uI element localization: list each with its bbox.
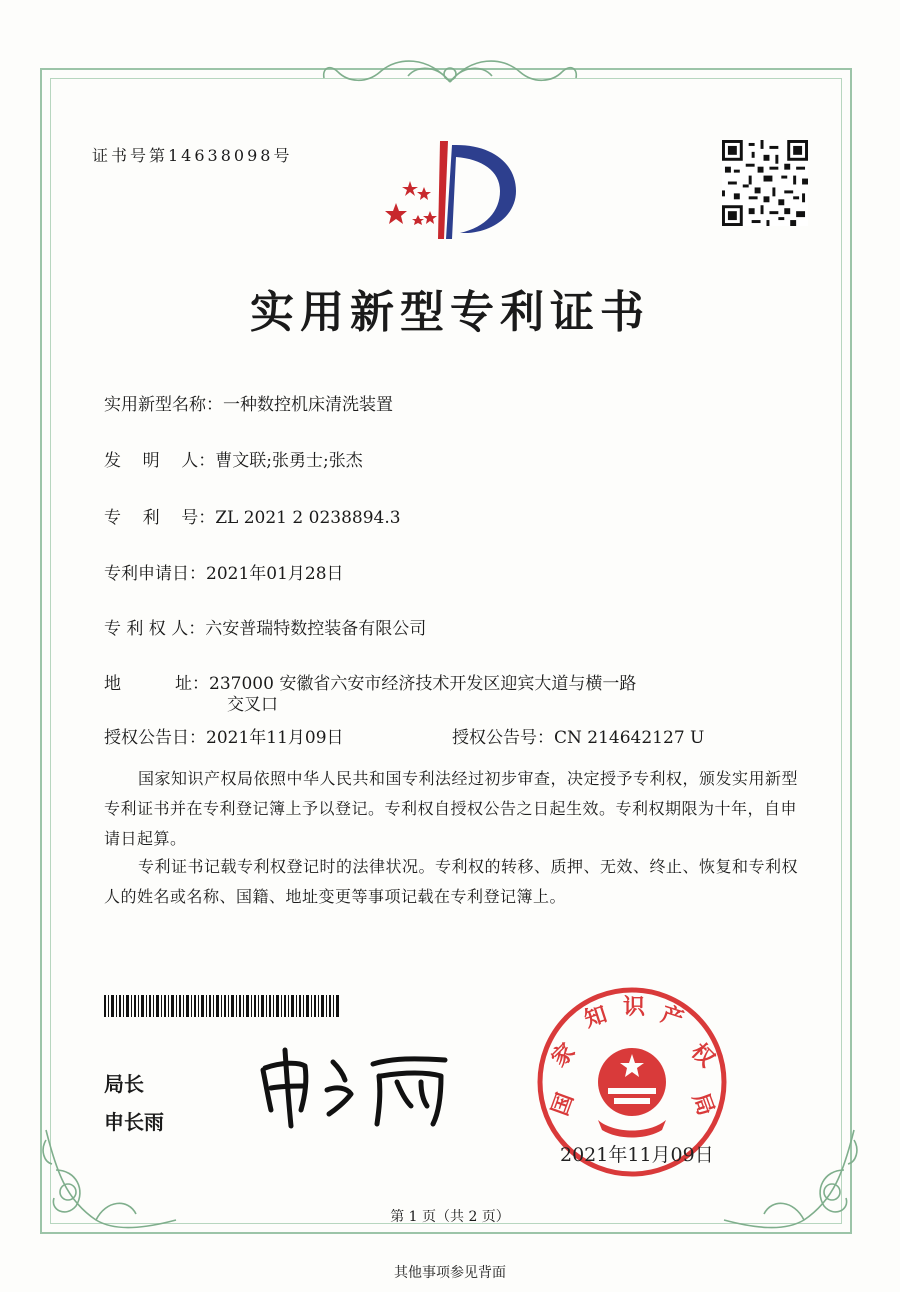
svg-text:权: 权 [685,1039,719,1073]
patent-office-logo [382,135,522,245]
certificate-title: 实用新型专利证书 [250,287,650,338]
legal-paragraph-1: 国家知识产权局依照中华人民共和国专利法经过初步审查，决定授予专利权，颁发实用新型专利证书并在专利登记簿上予以登记。专利权自授权公告之日起生效。专利权期限为十年，自申请日起算。 [104,769,799,848]
field-value: ZL 2021 2 0238894.3 [215,508,401,528]
field-value: 2021年11月09日 [206,728,344,748]
barcode [104,995,340,1017]
field-value: CN 214642127 U [554,728,705,748]
field-label: 授权公告日： [104,728,206,748]
svg-text:国: 国 [547,1089,579,1120]
address-row [104,669,636,694]
field-label: 发 明 人： [104,451,216,471]
page-number: 第 1 页（共 2 页） [390,1209,510,1225]
svg-text:知: 知 [581,1002,611,1033]
field-label: 专 利 权 人： [104,619,206,639]
patentee-row [104,614,426,639]
qr-code[interactable] [722,140,808,226]
certificate-number: 证书号第14638098号 [92,146,293,165]
utility-model-name-row [104,390,393,415]
legal-paragraph-2: 专利证书记载专利权登记时的法律状况。专利权的转移、质押、无效、终止、恢复和专利权人的姓名或名称、国籍、地址变更等事项记载在专利登记簿上。 [104,857,799,906]
grant-date-row [104,723,344,748]
address-line-2: 交叉口 [227,695,278,715]
field-label: 授权公告号： [452,728,554,748]
director-title: 局长 [104,1072,144,1096]
field-value: 2021年01月28日 [206,564,344,584]
svg-text:局: 局 [687,1089,719,1120]
field-label: 专 利 号： [104,508,216,528]
director-name: 申长雨 [104,1110,164,1134]
field-value: 237000 安徽省六安市经济技术开发区迎宾大道与横一路 [209,674,637,694]
application-date-row [104,559,344,584]
top-ornament [318,52,582,92]
inventor-row [104,446,363,471]
footer-note: 其他事项参见背面 [394,1265,506,1281]
field-value: 曹文联;张勇士;张杰 [215,451,363,471]
svg-text:识: 识 [622,995,646,1020]
field-value: 六安普瑞特数控装备有限公司 [205,619,427,639]
field-value: 一种数控机床清洗装置 [223,395,393,415]
grant-number-row [452,723,704,748]
field-label: 专利申请日： [104,564,206,584]
field-label: 实用新型名称： [104,395,223,415]
svg-text:家: 家 [547,1039,581,1073]
field-label: 地 址： [104,674,210,694]
svg-text:产: 产 [657,1002,687,1033]
patent-number-row [104,503,401,528]
seal-date: 2021年11月09日 [560,1144,714,1166]
director-signature [255,1040,465,1130]
